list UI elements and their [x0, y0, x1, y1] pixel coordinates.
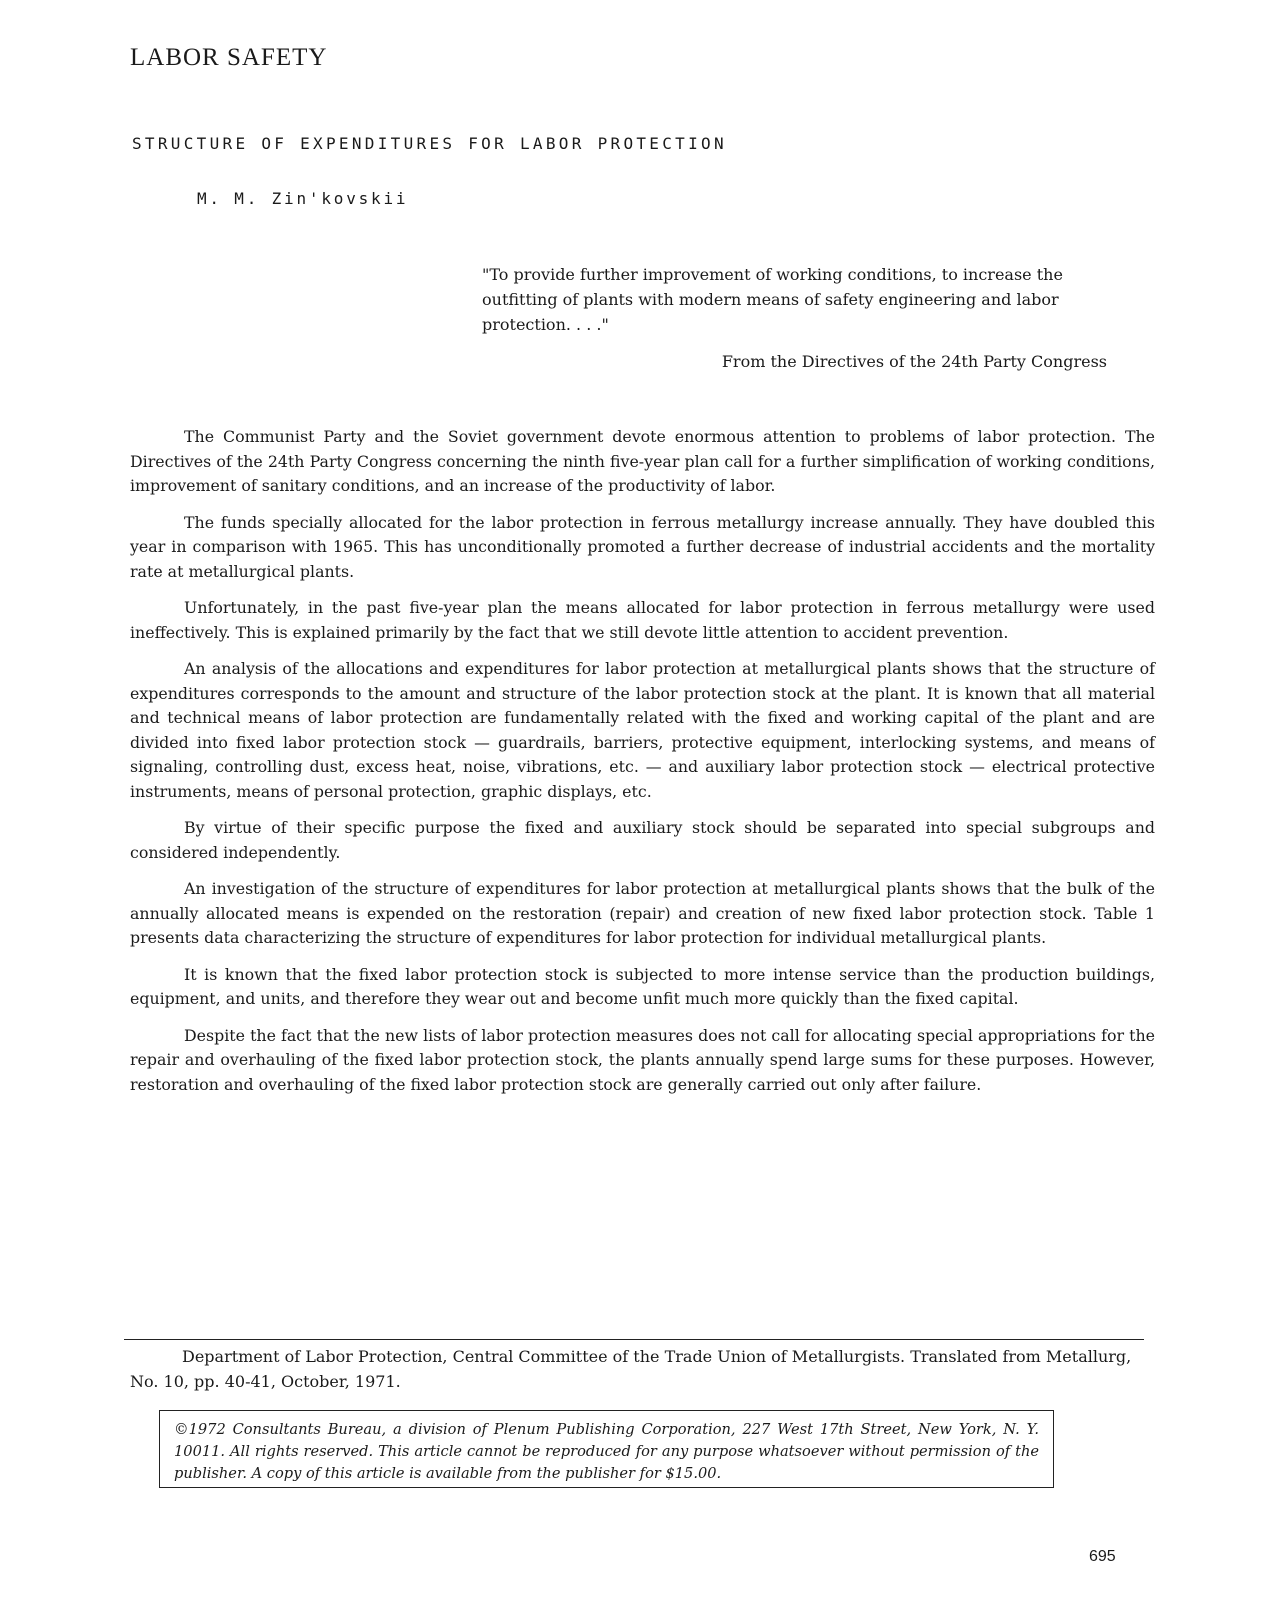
body-paragraph: The Communist Party and the Soviet government devote enormous attention to problems of labor protection. The Directives of the 24th Party Congress concerning the ninth five-year plan call for a further simplification of working conditions, improvement of sanitary conditions, and an increase of the productivity of labor. — [130, 427, 1155, 495]
body-paragraph: Despite the fact that the new lists of labor protection measures does not call for allocating special appropriations for the repair and overhauling of the fixed labor protection stock, the plants annually spend large sums for these purposes. However, restoration and overhauling of the fixed labor protection stock are generally carried out only after failure. — [130, 1025, 1155, 1094]
body-paragraph: An analysis of the allocations and expenditures for labor protection at metallurgical plants shows that the structure of expenditures corresponds to the amount and structure of the labor protection stock at the plant. It is known that all material and technical means of labor protection are fundamentally related with the fixed and working capital of the plant and are divided into fixed labor protection stock — guardrails, barriers, protective equipment, interlocking systems, and means of signaling, controlling dust, excess heat, noise, vibrations, etc. — and auxiliary labor protection stock — electrical protective instruments, means of personal protection, graphic displays, etc. — [130, 659, 1155, 801]
body-paragraph: By virtue of their specific purpose the fixed and auxiliary stock should be separated into special subgroups and considered independently. — [130, 818, 1155, 862]
article-title: STRUCTURE OF EXPENDITURES FOR LABOR PROTECTION — [132, 134, 727, 153]
epigraph-quote: "To provide further improvement of working conditions, to increase the outfitting of plants with modern means of safety engineering and labor protection. . . ." — [482, 265, 1063, 334]
footnote-divider — [124, 1339, 1144, 1340]
copyright-notice: ©1972 Consultants Bureau, a division of Plenum Publishing Corporation, 227 West 17th Street, New York, N. Y. 10011. All rights reserved. This article cannot be reproduced for any purpose whatsoever without permission of the publisher. A copy of this article is available from the publisher for $15.00. — [159, 1410, 1054, 1488]
epigraph-source: From the Directives of the 24th Party Congress — [721, 352, 1107, 371]
author-name: M. M. Zin'kovskii — [197, 189, 409, 208]
body-paragraph: The funds specially allocated for the labor protection in ferrous metallurgy increase annually. They have doubled this year in comparison with 1965. This has unconditionally promoted a further decrease of industrial accidents and the mortality rate at metallurgical plants. — [130, 512, 1155, 581]
article-body — [130, 425, 1155, 1109]
page-number: 695 — [1089, 1548, 1116, 1565]
footnote: Department of Labor Protection, Central Committee of the Trade Union of Metallurgists. Translated from Metallurg, No. 10, pp. 40-41, October, 1971. — [130, 1347, 1132, 1391]
section-title: LABOR SAFETY — [130, 44, 328, 71]
body-paragraph: An investigation of the structure of expenditures for labor protection at metallurgical plants shows that the bulk of the annually allocated means is expended on the restoration (repair) and creation of new fixed labor protection stock. Table 1 presents data characterizing the structure of expenditures for labor protection for individual metallurgical plants. — [130, 879, 1155, 947]
body-paragraph: It is known that the fixed labor protection stock is subjected to more intense service than the production buildings, equipment, and units, and therefore they wear out and become unfit much more quickly than the fixed capital. — [130, 964, 1155, 1008]
body-paragraph: Unfortunately, in the past five-year plan the means allocated for labor protection in ferrous metallurgy were used ineffectively. This is explained primarily by the fact that we still devote little attention to accident prevention. — [130, 598, 1155, 642]
